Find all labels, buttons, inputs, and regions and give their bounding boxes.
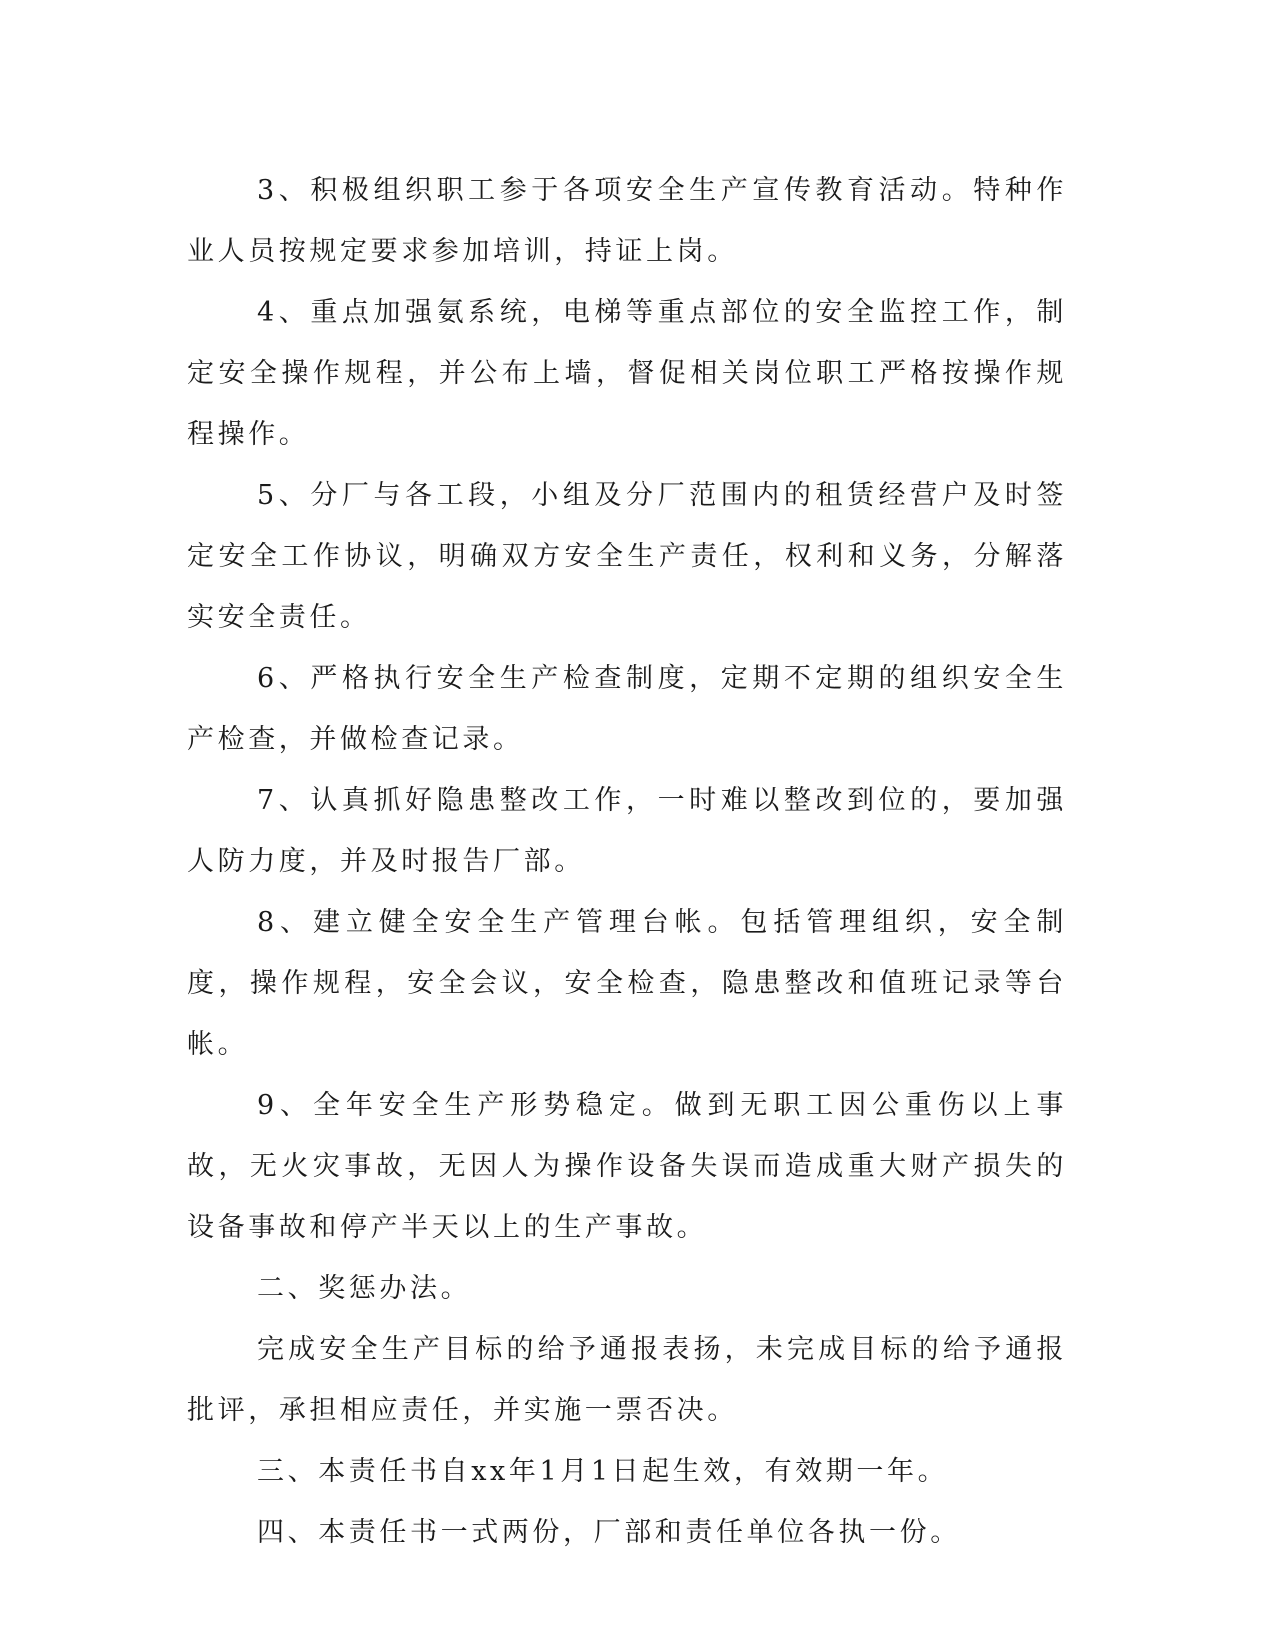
- paragraph-item-8: 8、建立健全安全生产管理台帐。包括管理组织，安全制度，操作规程，安全会议，安全检查，隐患整改和值班记录等台帐。: [187, 907, 1067, 1060]
- paragraph-item-9: 9、全年安全生产形势稳定。做到无职工因公重伤以上事故，无火灾事故，无因人为操作设备失误而造成重大财产损失的设备事故和停产半天以上的生产事故。: [187, 1090, 1067, 1243]
- paragraph-item-3: 3、积极组织职工参于各项安全生产宣传教育活动。特种作业人员按规定要求参加培训，持证上岗。: [187, 175, 1067, 267]
- paragraph-item-7: 7、认真抓好隐患整改工作，一时难以整改到位的，要加强人防力度，并及时报告厂部。: [187, 785, 1067, 877]
- document-body: [187, 160, 1067, 1563]
- section-copies: 四、本责任书一式两份，厂部和责任单位各执一份。: [257, 1517, 961, 1548]
- paragraph-rewards: 完成安全生产目标的给予通报表扬，未完成目标的给予通报批评，承担相应责任，并实施一票否决。: [187, 1334, 1067, 1426]
- paragraph-item-5: 5、分厂与各工段，小组及分厂范围内的租赁经营户及时签定安全工作协议，明确双方安全生产责任，权利和义务，分解落实安全责任。: [187, 480, 1067, 633]
- paragraph-item-6: 6、严格执行安全生产检查制度，定期不定期的组织安全生产检查，并做检查记录。: [187, 663, 1067, 755]
- section-heading-rewards: 二、奖惩办法。: [257, 1273, 472, 1304]
- section-effective-date: 三、本责任书自xx年1月1日起生效，有效期一年。: [257, 1456, 949, 1487]
- paragraph-item-4: 4、重点加强氨系统，电梯等重点部位的安全监控工作，制定安全操作规程，并公布上墙，督促相关岗位职工严格按操作规程操作。: [187, 297, 1067, 450]
